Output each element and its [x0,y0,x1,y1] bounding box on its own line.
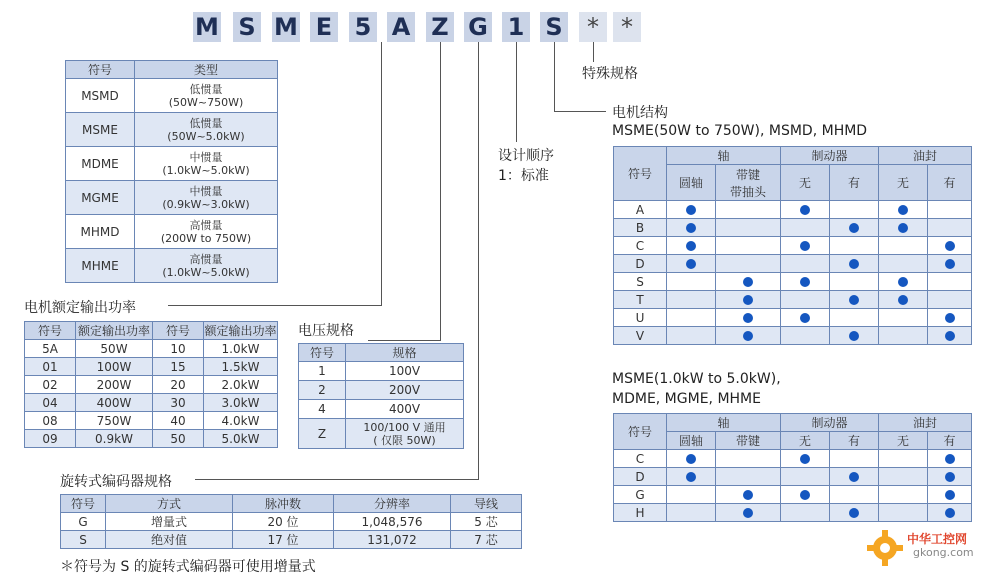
dot-icon [686,241,696,251]
voltage-table-header: 规格 [346,344,464,362]
table-cell [716,450,781,468]
table-cell: V [614,327,667,345]
table-cell [879,309,928,327]
table-cell: (0.9kW~3.0kW) [162,197,250,211]
struct-header: 无 [781,432,830,450]
power-table [24,321,278,448]
code-char: S [540,12,568,42]
table-cell [781,291,830,309]
table-cell: S [61,531,106,549]
table-cell: 增量式 [106,513,233,531]
struct-header: 符号 [614,147,667,201]
table-cell: 10 [153,340,204,358]
table-cell: 100W [76,358,153,376]
dot-icon [898,205,908,215]
dot-icon [849,508,859,518]
motor-structure2-line2: MDME, MGME, MHME [612,391,761,407]
dot-icon [743,508,753,518]
table-cell [716,237,781,255]
dot-icon [686,454,696,464]
table-cell [928,309,972,327]
table-cell [830,201,879,219]
table-cell: B [614,219,667,237]
table-cell: 中惯量 [189,184,223,198]
table-cell: 17 位 [233,531,334,549]
dot-icon [849,259,859,269]
dot-icon [945,313,955,323]
table-cell: (1.0kW~5.0kW) [162,265,250,279]
voltage-table-header: 符号 [299,344,346,362]
table-cell: 50 [153,430,204,448]
table-row [614,468,972,486]
table-cell [830,291,879,309]
code-char: Z [426,12,454,42]
struct-header: 有 [928,432,972,450]
dot-icon [743,295,753,305]
table-cell: 750W [76,412,153,430]
code-char: S [233,12,261,42]
dot-icon [743,331,753,341]
table-cell: 200W [76,376,153,394]
code-char: * [579,12,607,42]
table-cell [879,468,928,486]
table-cell [830,273,879,291]
dot-icon [945,259,955,269]
table-cell [830,504,879,522]
dot-icon [898,295,908,305]
table-cell [667,291,716,309]
table-cell [928,468,972,486]
design-order-label: 设计顺序 [498,148,554,164]
table-cell: MDME [66,147,135,181]
table-cell: (1.0kW~5.0kW) [162,163,250,177]
dot-icon [849,223,859,233]
table-cell: G [614,486,667,504]
table-cell [667,237,716,255]
table-cell [781,201,830,219]
encoder-table-header: 方式 [106,495,233,513]
code-char: 1 [502,12,530,42]
encoder-spec-label: 旋转式编码器规格 [60,474,172,490]
table-cell [667,486,716,504]
table-cell [830,237,879,255]
struct-header: 带键 [716,432,781,450]
table-cell: 200V [346,381,464,400]
struct-header: 有 [830,165,879,201]
power-table-header: 额定输出功率 [204,322,278,340]
table-cell [830,255,879,273]
struct-header: 轴 [667,147,781,165]
dot-icon [945,490,955,500]
dot-icon [800,277,810,287]
table-cell: 20 位 [233,513,334,531]
table-cell [667,273,716,291]
structure-table-2 [613,413,972,522]
table-cell [928,327,972,345]
voltage-spec-label: 电压规格 [298,323,354,339]
table-cell [830,309,879,327]
table-cell: 100/100 V 通用 [363,420,446,434]
dot-icon [849,472,859,482]
table-cell [928,255,972,273]
dot-icon [686,205,696,215]
table-cell: 高惯量 [189,252,223,266]
dot-icon [898,223,908,233]
table-cell [830,219,879,237]
code-char: 5 [349,12,377,42]
table-cell [830,327,879,345]
table-cell: H [614,504,667,522]
table-cell [716,486,781,504]
table-cell: 30 [153,394,204,412]
table-cell: C [614,237,667,255]
table-cell: D [614,468,667,486]
code-char: M [193,12,221,42]
table-cell [781,468,830,486]
dot-icon [686,472,696,482]
table-cell [667,255,716,273]
encoder-table [60,494,522,549]
table-cell [781,450,830,468]
table-cell [879,291,928,309]
table-cell: C [614,450,667,468]
table-cell [716,468,781,486]
power-table-header: 额定输出功率 [76,322,153,340]
watermark-name: 中华工控网 [907,532,968,546]
table-row [614,219,972,237]
table-cell [879,219,928,237]
table-cell [928,291,972,309]
table-cell: 08 [25,412,76,430]
table-cell: 1.0kW [204,340,278,358]
dot-icon [686,223,696,233]
table-cell: 绝对值 [106,531,233,549]
table-cell: 01 [25,358,76,376]
table-cell [879,237,928,255]
struct-header: 圆轴 [667,432,716,450]
table-cell: T [614,291,667,309]
dot-icon [800,313,810,323]
code-char: E [310,12,338,42]
table-cell: 100V [346,362,464,381]
struct-header: 油封 [879,147,972,165]
table-cell [716,504,781,522]
struct-header: 带键 [735,167,760,182]
table-cell [781,309,830,327]
table-cell: 20 [153,376,204,394]
table-row [614,309,972,327]
table-cell: 50W [76,340,153,358]
dot-icon [945,454,955,464]
code-char: G [464,12,492,42]
dot-icon [800,454,810,464]
dot-icon [800,205,810,215]
table-cell: 1.5kW [204,358,278,376]
table-cell [879,201,928,219]
table-cell [879,504,928,522]
table-cell [667,450,716,468]
table-cell: 低惯量 [189,116,223,130]
special-spec-label: 特殊规格 [582,66,638,82]
struct-header: 无 [879,432,928,450]
table-cell [928,201,972,219]
table-cell [928,273,972,291]
table-cell: (50W~5.0kW) [167,129,245,143]
struct-header: 有 [928,165,972,201]
table-cell: 400V [346,400,464,419]
dot-icon [743,313,753,323]
table-cell: S [614,273,667,291]
type-table-header: 符号 [66,61,135,79]
table-cell [716,309,781,327]
table-cell [830,450,879,468]
table-cell: MSMD [66,79,135,113]
design-standard-label: 1：标准 [498,168,549,184]
table-row [614,237,972,255]
table-cell: D [614,255,667,273]
table-cell: 04 [25,394,76,412]
table-cell [667,201,716,219]
table-row [614,273,972,291]
table-cell: 2.0kW [204,376,278,394]
table-cell [667,504,716,522]
table-cell [928,504,972,522]
table-cell [879,255,928,273]
table-row [614,291,972,309]
table-cell: 5.0kW [204,430,278,448]
table-cell [716,255,781,273]
table-cell: 高惯量 [189,218,223,232]
table-cell: ( 仅限 50W) [373,433,436,447]
table-cell: 15 [153,358,204,376]
table-cell: 5 芯 [451,513,522,531]
dot-icon [800,241,810,251]
struct-header: 有 [830,432,879,450]
table-cell [879,486,928,504]
encoder-table-header: 脉冲数 [233,495,334,513]
motor-structure-sub1: MSME(50W to 750W), MSMD, MHMD [612,123,868,139]
table-cell: 中惯量 [189,150,223,164]
struct-header: 无 [781,165,830,201]
dot-icon [743,490,753,500]
table-cell: A [614,201,667,219]
table-cell [781,219,830,237]
dot-icon [945,508,955,518]
encoder-table-header: 分辨率 [334,495,451,513]
table-cell: 09 [25,430,76,448]
table-cell [781,255,830,273]
table-cell [716,291,781,309]
table-cell [781,486,830,504]
table-cell [879,273,928,291]
table-cell [781,504,830,522]
code-char: A [387,12,415,42]
table-row [614,450,972,468]
table-cell: Z [299,419,346,449]
table-cell [781,273,830,291]
table-cell [928,219,972,237]
dot-icon [945,472,955,482]
watermark-url: gkong.com [913,546,974,559]
table-cell: 0.9kW [76,430,153,448]
table-cell: MHME [66,249,135,283]
table-cell [667,468,716,486]
table-cell: U [614,309,667,327]
rated-power-label: 电机额定输出功率 [24,300,136,316]
table-cell: 7 芯 [451,531,522,549]
motor-structure-label: 电机结构 [612,105,668,121]
table-cell: 2 [299,381,346,400]
table-row [614,255,972,273]
voltage-table [298,343,464,449]
table-cell [879,450,928,468]
struct-header: 无 [879,165,928,201]
dot-icon [743,277,753,287]
table-cell [781,327,830,345]
struct-header: 制动器 [781,147,879,165]
table-cell: 400W [76,394,153,412]
table-cell [879,327,928,345]
dot-icon [686,259,696,269]
power-table-header: 符号 [25,322,76,340]
table-cell: 40 [153,412,204,430]
table-cell: MSME [66,113,135,147]
table-cell: 1,048,576 [334,513,451,531]
encoder-table-header: 符号 [61,495,106,513]
struct-header: 轴 [667,414,781,432]
table-cell: 3.0kW [204,394,278,412]
table-cell: 5A [25,340,76,358]
table-cell: 1 [299,362,346,381]
dot-icon [945,331,955,341]
type-table-header: 类型 [135,61,278,79]
dot-icon [800,490,810,500]
structure-table-1 [613,146,972,345]
table-cell [928,237,972,255]
table-cell: G [61,513,106,531]
table-cell [830,468,879,486]
dot-icon [945,241,955,251]
footnote: ＊符号为 S 的旋转式编码器可使用增量式 [60,559,316,575]
type-table [65,60,278,283]
table-cell: 131,072 [334,531,451,549]
table-cell [830,486,879,504]
motor-structure2-line1: MSME(1.0kW to 5.0kW), [612,371,781,387]
dot-icon [849,295,859,305]
table-cell: (50W~750W) [168,95,244,109]
struct-header: 油封 [879,414,972,432]
table-cell [667,309,716,327]
table-cell [667,327,716,345]
power-table-header: 符号 [153,322,204,340]
struct-header: 带抽头 [729,184,766,199]
dot-icon [898,277,908,287]
watermark-logo [865,524,985,570]
table-cell [667,219,716,237]
table-row [614,327,972,345]
struct-header: 符号 [614,414,667,450]
encoder-table-header: 导线 [451,495,522,513]
table-cell: 4.0kW [204,412,278,430]
table-row [614,201,972,219]
table-cell [781,237,830,255]
table-cell [716,327,781,345]
table-cell: 低惯量 [189,82,223,96]
table-row [614,504,972,522]
table-cell [928,450,972,468]
struct-header: 圆轴 [667,165,716,201]
table-cell [716,273,781,291]
table-cell: MGME [66,181,135,215]
code-char: M [272,12,300,42]
struct-header: 制动器 [781,414,879,432]
table-cell: 02 [25,376,76,394]
table-cell [928,486,972,504]
table-cell: MHMD [66,215,135,249]
table-cell: (200W to 750W) [160,231,252,245]
table-cell: 4 [299,400,346,419]
code-char: * [613,12,641,42]
gear-icon [865,528,905,568]
table-row [614,486,972,504]
dot-icon [849,331,859,341]
table-cell [716,219,781,237]
table-cell [716,201,781,219]
